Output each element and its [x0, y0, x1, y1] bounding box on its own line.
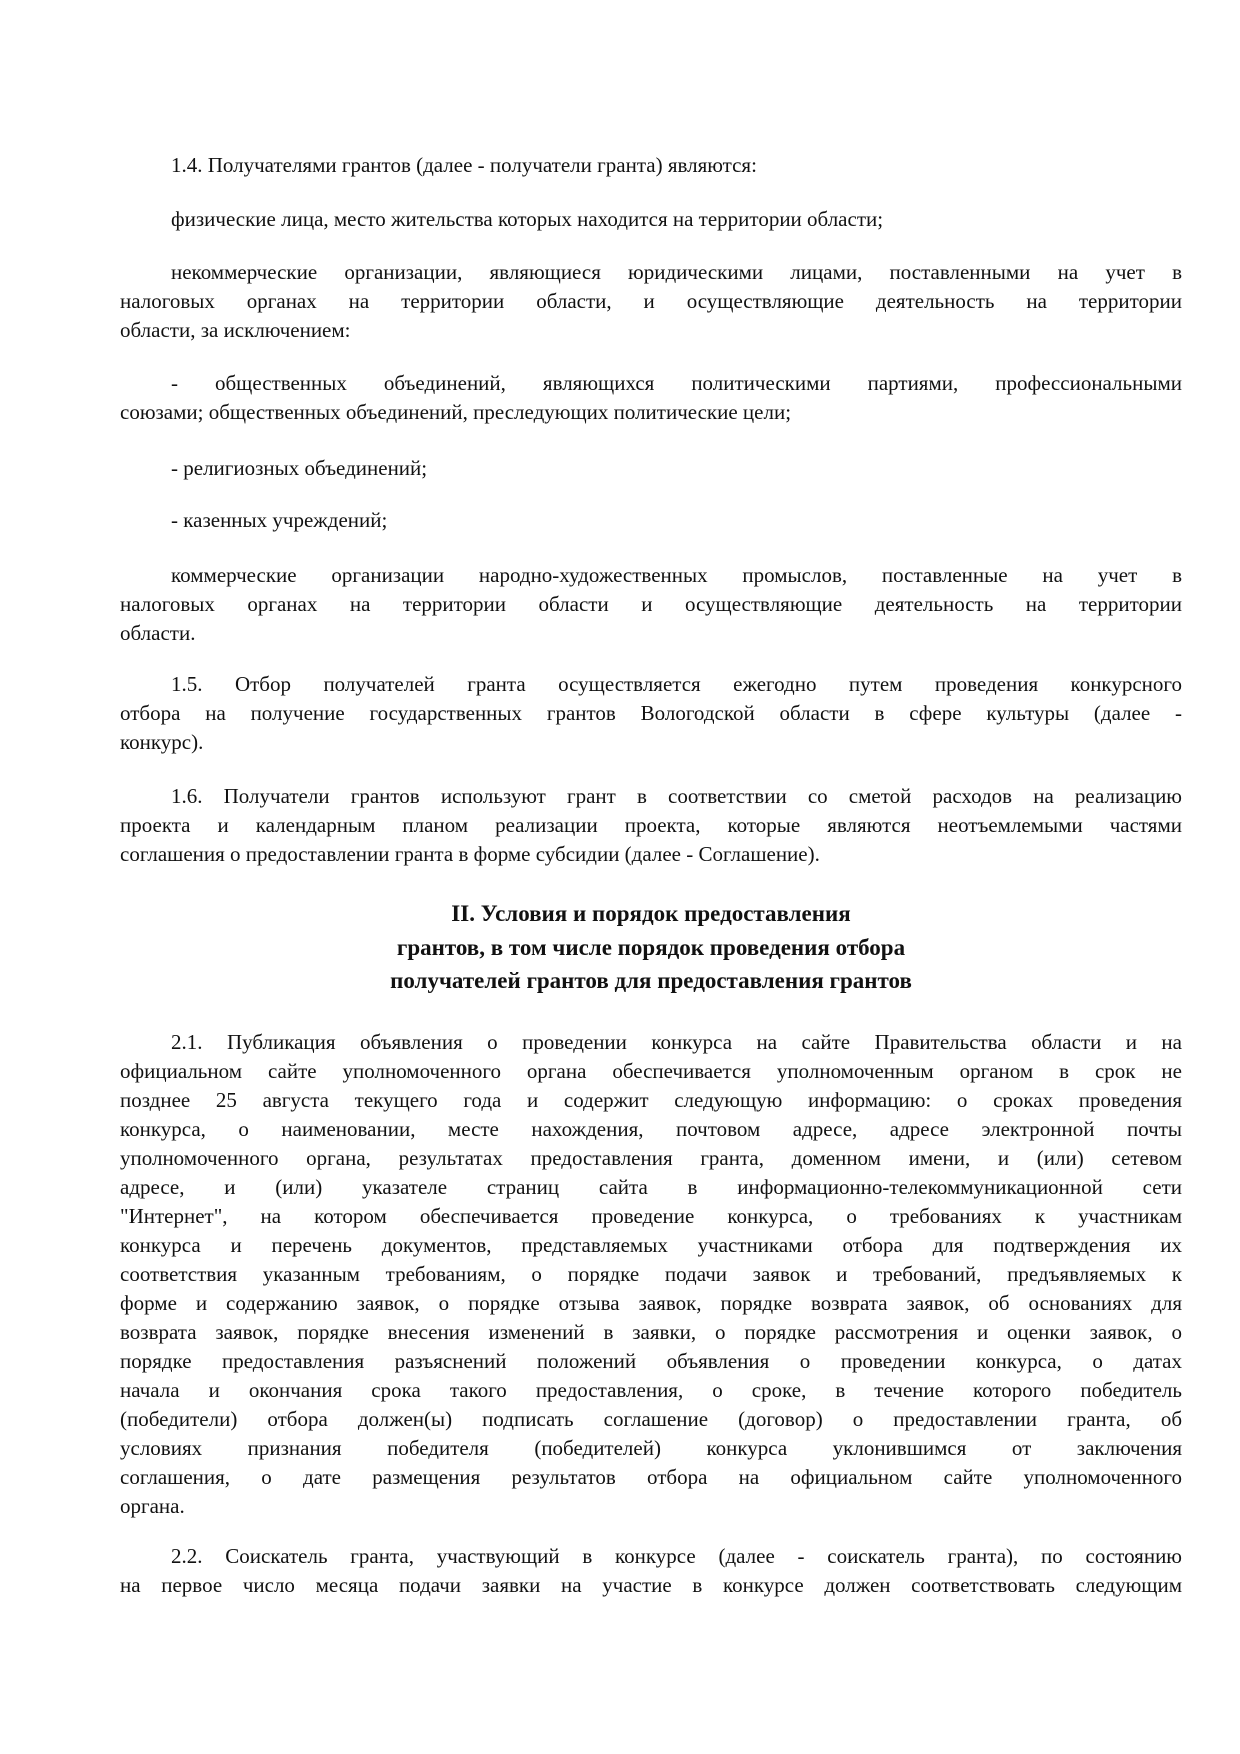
text-line: налоговых органах на территории области и осуществляющие деятельность на территории: [120, 592, 1182, 616]
text-line: 1.6. Получатели грантов используют грант в соответствии со сметой расходов на реализацию: [171, 784, 1182, 808]
text-line: 2.2. Соискатель гранта, участвующий в конкурсе (далее - соискатель гранта), по состоянию: [171, 1544, 1182, 1568]
text-line: - религиозных объединений;: [171, 456, 428, 480]
paragraph: [120, 369, 1182, 427]
text-line: условиях признания победителя (победителей) конкурса уклонившимся от заключения: [120, 1436, 1182, 1460]
heading-line: грантов, в том числе порядок проведения отбора: [396, 934, 906, 960]
text-line: уполномоченного органа, результатах предоставления гранта, доменном имени, и (или) сетевом: [120, 1146, 1182, 1170]
paragraph: [120, 1542, 1182, 1600]
paragraph: [120, 561, 1182, 648]
text-line: "Интернет", на котором обеспечивается проведение конкурса, о требованиях к участникам: [120, 1204, 1182, 1228]
text-line: коммерческие организации народно-художественных промыслов, поставленные на учет в: [171, 563, 1182, 587]
text-line: 1.4. Получателями грантов (далее - получатели гранта) являются:: [171, 153, 757, 177]
text-line: форме и содержанию заявок, о порядке отзыва заявок, порядке возврата заявок, об основаниях для: [120, 1291, 1182, 1315]
heading-line: II. Условия и порядок предоставления: [451, 901, 851, 926]
text-line: - общественных объединений, являющихся политическими партиями, профессиональными: [171, 371, 1182, 395]
paragraph: [120, 506, 1182, 535]
text-line: начала и окончания срока такого предоставления, о сроке, в течение которого победитель: [120, 1378, 1182, 1402]
text-line: области, за исключением:: [120, 318, 351, 342]
text-line: (победители) отбора должен(ы) подписать соглашение (договор) о предоставлении гранта, об: [120, 1407, 1182, 1431]
text-line: отбора на получение государственных грантов Вологодской области в сфере культуры (далее -: [120, 701, 1182, 725]
text-line: конкурса и перечень документов, представляемых участниками отбора для подтверждения их: [120, 1233, 1182, 1257]
text-line: физические лица, место жительства которых находится на территории области;: [171, 207, 884, 231]
text-line: - казенных учреждений;: [171, 508, 388, 532]
text-line: некоммерческие организации, являющиеся юридическими лицами, поставленными на учет в: [171, 260, 1182, 284]
paragraph: [120, 454, 1182, 483]
text-line: 2.1. Публикация объявления о проведении конкурса на сайте Правительства области и на: [171, 1030, 1182, 1054]
heading-line: получателей грантов для предоставления грантов: [390, 968, 912, 993]
text-line: союзами; общественных объединений, преследующих политические цели;: [120, 400, 792, 424]
text-line: на первое число месяца подачи заявки на участие в конкурсе должен соответствовать следующим: [120, 1573, 1182, 1597]
text-line: соглашения, о дате размещения результатов отбора на официальном сайте уполномоченного: [120, 1465, 1182, 1489]
text-line: налоговых органах на территории области, и осуществляющие деятельность на территории: [120, 289, 1182, 313]
text-line: проекта и календарным планом реализации проекта, которые являются неотъемлемыми частями: [120, 813, 1182, 837]
text-line: конкурс).: [120, 730, 204, 754]
paragraph: [120, 782, 1182, 869]
text-line: конкурса, о наименовании, месте нахождения, почтовом адресе, адресе электронной почты: [120, 1117, 1182, 1141]
paragraph: [120, 258, 1182, 345]
text-line: официальном сайте уполномоченного органа обеспечивается уполномоченным органом в срок не: [120, 1059, 1182, 1083]
text-line: органа.: [120, 1494, 185, 1518]
section-heading: [120, 897, 1182, 998]
text-line: позднее 25 августа текущего года и содержит следующую информацию: о сроках проведения: [120, 1088, 1182, 1112]
paragraph: [120, 205, 1182, 234]
paragraph: [120, 1028, 1182, 1521]
text-line: области.: [120, 621, 196, 645]
text-line: адресе, и (или) указателе страниц сайта в информационно-телекоммуникационной сети: [120, 1175, 1182, 1199]
text-line: 1.5. Отбор получателей гранта осуществляется ежегодно путем проведения конкурсного: [171, 672, 1182, 696]
paragraph: [120, 670, 1182, 757]
paragraph: [120, 151, 1182, 180]
text-line: возврата заявок, порядке внесения изменений в заявки, о порядке рассмотрения и оценки заявок, о: [120, 1320, 1182, 1344]
text-line: соглашения о предоставлении гранта в форме субсидии (далее - Соглашение).: [120, 842, 820, 866]
text-line: порядке предоставления разъяснений положений объявления о проведении конкурса, о датах: [120, 1349, 1182, 1373]
text-line: соответствия указанным требованиям, о порядке подачи заявок и требований, предъявляемых к: [120, 1262, 1182, 1286]
